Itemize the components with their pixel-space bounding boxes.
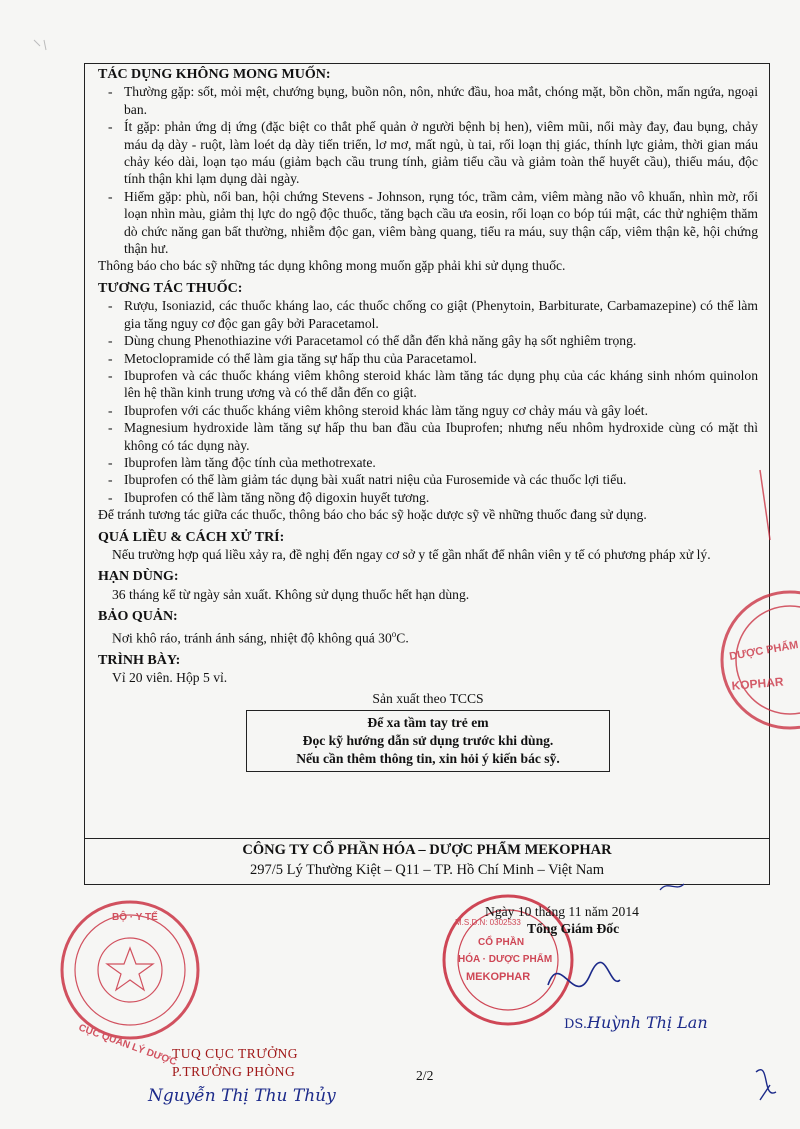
svg-text:HÓA · DƯỢC PHẨM: HÓA · DƯỢC PHẨM: [458, 954, 553, 965]
right-margin-stamp: [722, 470, 800, 728]
side-effects-heading: TÁC DỤNG KHÔNG MONG MUỐN:: [98, 67, 331, 82]
warning-line: Để xa tầm tay trẻ em: [367, 714, 489, 730]
page-initial-mark: [756, 1070, 776, 1100]
svg-text:MEKOPHAR: MEKOPHAR: [466, 971, 531, 983]
warning-line: Nếu cần thêm thông tin, xin hỏi ý kiến bác sỹ.: [296, 750, 560, 766]
ministry-signer-name: Nguyễn Thị Thu Thủy: [148, 1086, 336, 1106]
warning-line: Đọc kỹ hướng dẫn sử dụng trước khi dùng.: [302, 732, 554, 748]
interactions-note: Để tránh tương tác giữa các thuốc, thông báo cho bác sỹ hoặc dược sỹ về những thuốc đang sử dụng.: [98, 507, 647, 523]
company-address: 297/5 Lý Thường Kiệt – Q11 – TP. Hồ Chí Minh – Việt Nam: [249, 862, 605, 878]
overdose-heading: QUÁ LIỀU & CÁCH XỬ TRÍ:: [98, 529, 285, 545]
list-item: - Hiếm gặp: phù, nổi ban, hội chứng Stevens - Johnson, rụng tóc, trầm cảm, viêm màng não vô khuẩn, nhìn mờ, rối loạn nhìn màu, giảm thị lực do ngộ độc thuốc, tăng bạch cầu ưa eosin, rối loạn co bóp túi mật, các thử nghiệm thăm dò chức năng gan bất thường, nhiễm độc gan, viêm bàng quang, tiểu ra máu, suy thận cấp, viêm thận kẽ, hội chứng thận hư.: [98, 188, 758, 258]
signing-date: Ngày 10 tháng 11 năm 2014: [485, 904, 639, 919]
company-name: CÔNG TY CỔ PHẦN HÓA – DƯỢC PHẨM MEKOPHAR: [242, 842, 612, 858]
list-item: - Ibuprofen với các thuốc kháng viêm không steroid khác làm tăng nguy cơ chảy máu và gây loét.: [98, 402, 758, 419]
list-item: - Ibuprofen làm tăng độc tính của methotrexate.: [98, 454, 758, 471]
list-item: - Thường gặp: sốt, mỏi mệt, chướng bụng, buồn nôn, nôn, nhức đầu, hoa mắt, chóng mặt, bồn chồn, mẩn ngứa, ngoại ban.: [98, 83, 758, 118]
list-item: - Ít gặp: phản ứng dị ứng (đặc biệt co thắt phế quản ở người bệnh bị hen), viêm mũi, nổi mày đay, đau bụng, chảy máu dạ dày - ruột, làm loét dạ dày tiến triển, lơ mơ, mất ngủ, ù tai, rối loạn thị giác, thính lực giảm, thời gian máu chảy kéo dài, loạn tạo máu (giảm bạch cầu trung tính, giảm tiểu cầu và giảm toàn thể huyết cầu), thiếu máu, độc tính thận khi lạm dụng dài ngày.: [98, 118, 758, 188]
side-effects-note: Thông báo cho bác sỹ những tác dụng không mong muốn gặp phải khi sử dụng thuốc.: [98, 258, 566, 274]
svg-text:DƯỢC PHẨM: DƯỢC PHẨM: [728, 639, 800, 663]
list-item: - Magnesium hydroxide làm tăng sự hấp thu ban đầu của Ibuprofen; nhưng nếu nhôm hydroxide cùng có mặt thì không có tác dụng này.: [98, 419, 758, 454]
director-signature-scribble: [548, 962, 620, 986]
interactions-heading: TƯƠNG TÁC THUỐC:: [98, 280, 243, 296]
list-item: - Metoclopramide có thể làm gia tăng sự hấp thu của Paracetamol.: [98, 350, 758, 367]
storage-heading: BẢO QUẢN:: [98, 609, 178, 625]
list-item: - Rượu, Isoniazid, các thuốc kháng lao, các thuốc chống co giật (Phenytoin, Barbiturate, Carbamazepine) có thể làm gia tăng nguy cơ độc gan gây bởi Paracetamol.: [98, 297, 758, 332]
scan-specks: [34, 40, 46, 50]
svg-text:KOPHAR: KOPHAR: [731, 674, 785, 693]
page-number: 2/2: [416, 1068, 434, 1083]
presentation-text: Vỉ 20 viên. Hộp 5 vỉ.: [112, 669, 228, 685]
presentation-heading: TRÌNH BÀY:: [98, 652, 181, 668]
initial-mark: [660, 884, 684, 890]
overdose-text: Nếu trường hợp quá liều xảy ra, đề nghị đến ngay cơ sở y tế gần nhất để nhân viên y tế có phương pháp xử lý.: [112, 546, 711, 562]
storage-text-unit: C.: [396, 630, 409, 646]
storage-text-main: Nơi khô ráo, tránh ánh sáng, nhiệt độ không quá 30: [112, 630, 392, 646]
list-item: - Ibuprofen có thể làm giảm tác dụng bài xuất natri niệu của Furosemide và các thuốc lợi tiểu.: [98, 471, 758, 488]
manufacturing-standard: Sản xuất theo TCCS: [372, 691, 484, 707]
svg-text:CỔ PHẦN: CỔ PHẦN: [478, 937, 525, 948]
expiry-text: 36 tháng kể từ ngày sản xuất. Không sử dụng thuốc hết hạn dùng.: [112, 586, 470, 602]
director-name: [564, 1013, 708, 1032]
svg-text:M.S.D.N: 0302533: M.S.D.N: 0302533: [455, 918, 521, 927]
svg-text:CỤC QUẢN LÝ DƯỢC: CỤC QUẢN LÝ DƯỢC: [76, 1022, 178, 1069]
director-title: Tổng Giám Đốc: [527, 921, 620, 936]
signer-name: Huỳnh Thị Lan: [587, 1013, 708, 1032]
expiry-heading: HẠN DÙNG:: [98, 569, 179, 585]
degree-sign: o: [391, 628, 397, 639]
ministry-title-2: P.TRƯỞNG PHÒNG: [172, 1064, 296, 1079]
list-item: - Dùng chung Phenothiazine với Paracetamol có thể dẫn đến khả năng gây hạ sốt nghiêm trọng.: [98, 332, 758, 349]
signer-prefix: DS.: [564, 1017, 587, 1032]
ministry-stamp: [62, 902, 198, 1068]
list-item: - Ibuprofen và các thuốc kháng viêm không steroid khác làm tăng tác dụng phụ của các kháng sinh nhóm quinolon lên hệ thần kinh trung ương và có thể dẫn đến co giật.: [98, 367, 758, 402]
list-item: - Ibuprofen có thể làm tăng nồng độ digoxin huyết tương.: [98, 489, 758, 506]
ministry-title-1: TUQ CỤC TRƯỞNG: [172, 1046, 298, 1061]
svg-text:BỘ · Y TẾ: BỘ · Y TẾ: [112, 912, 158, 923]
